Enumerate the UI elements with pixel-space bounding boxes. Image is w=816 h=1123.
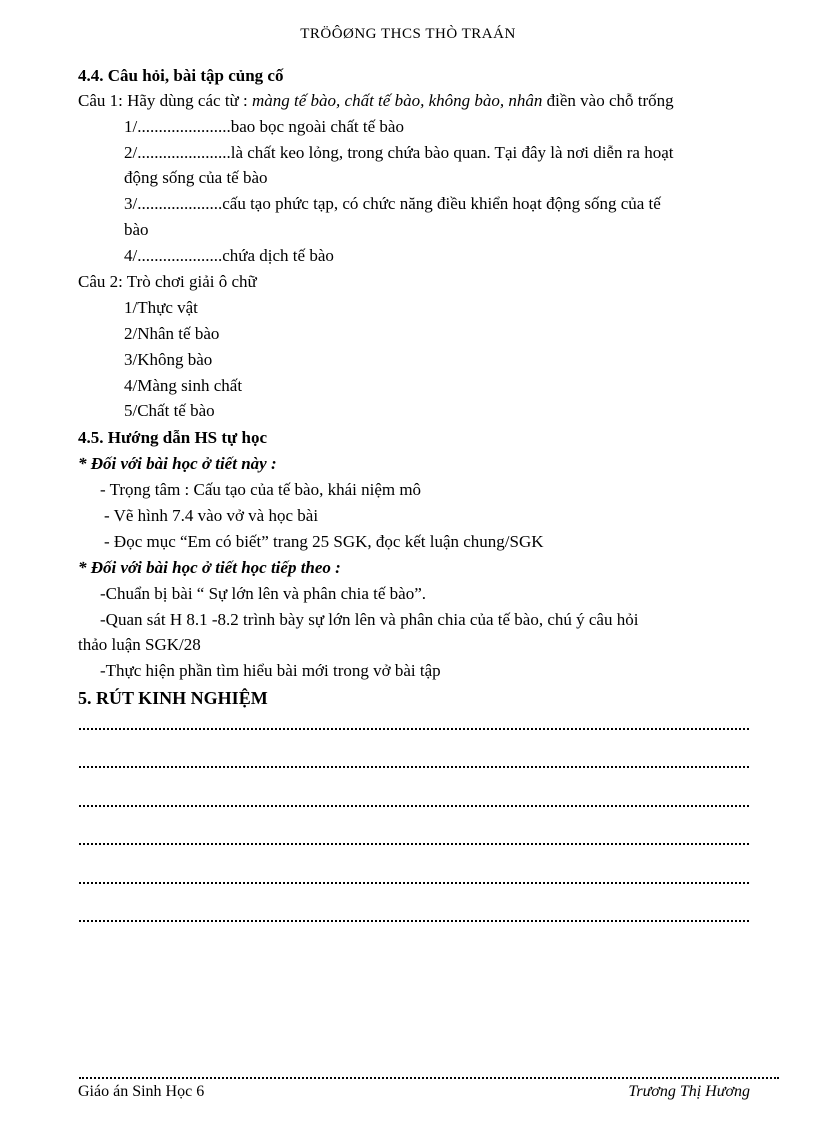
q1-item-number: 4/ xyxy=(124,246,138,265)
next-lesson-item: -Quan sát H 8.1 -8.2 trình bày sự lớn lên và phân chia của tế bào, chú ý câu hỏi xyxy=(100,610,639,629)
blank-line xyxy=(79,920,749,922)
blank-dots: ...................... xyxy=(137,143,231,162)
next-lesson-item-continuation: thảo luận SGK/28 xyxy=(78,635,201,654)
q1-item-1 xyxy=(124,117,404,137)
q1-item-2-continuation: động sống của tế bào xyxy=(124,168,268,187)
q1-item-number: 3/ xyxy=(124,194,138,213)
blank-line xyxy=(79,882,749,884)
current-lesson-label: * Đối với bài học ở tiết này : xyxy=(78,454,277,473)
q1-item-text: bao bọc ngoài chất tế bào xyxy=(230,117,404,136)
section-5-heading: 5. RÚT KINH NGHIỆM xyxy=(78,688,268,708)
current-lesson-item: - Trọng tâm : Cấu tạo của tế bào, khái niệm mô xyxy=(100,480,422,499)
blank-line xyxy=(79,805,749,807)
section-4-5-heading: 4.5. Hướng dẫn HS tự học xyxy=(78,428,267,447)
question-1-terms: màng tế bào, chất tế bào, không bào, nhân xyxy=(251,91,543,110)
blank-line xyxy=(79,728,749,730)
q1-item-text: chứa dịch tế bào xyxy=(222,246,334,265)
next-lesson-label: * Đối với bài học ở tiết học tiếp theo : xyxy=(78,558,341,577)
blank-dots: .................... xyxy=(137,194,223,213)
q1-item-3 xyxy=(124,194,661,214)
q2-item: 5/Chất tế bào xyxy=(124,401,215,420)
next-lesson-item: -Chuẩn bị bài “ Sự lớn lên và phân chia tế bào”. xyxy=(100,584,426,603)
question-2: Câu 2: Trò chơi giải ô chữ xyxy=(78,272,257,291)
current-lesson-item: - Đọc mục “Em có biết” trang 25 SGK, đọc kết luận chung/SGK xyxy=(104,532,544,551)
q1-item-text: là chất keo lỏng, trong chứa bào quan. Tại đây là nơi diễn ra hoạt xyxy=(230,143,674,162)
q1-item-4 xyxy=(124,246,334,266)
q1-item-number: 1/ xyxy=(124,117,138,136)
blank-dots: .................... xyxy=(137,246,223,265)
question-1-suffix: điền vào chỗ trống xyxy=(542,91,674,110)
q2-item: 1/Thực vật xyxy=(124,298,198,317)
q1-item-number: 2/ xyxy=(124,143,138,162)
blank-line xyxy=(79,843,749,845)
footer-author: Trương Thị Hương xyxy=(628,1083,750,1100)
blank-line xyxy=(79,766,749,768)
current-lesson-item: - Vẽ hình 7.4 vào vở và học bài xyxy=(104,506,319,525)
section-4-4-heading: 4.4. Câu hỏi, bài tập củng cố xyxy=(78,66,284,85)
footer-rule xyxy=(79,1077,779,1079)
question-1-prefix: Câu 1: Hãy dùng các từ : xyxy=(78,91,252,110)
q2-item: 2/Nhân tế bào xyxy=(124,324,220,343)
blank-dots: ...................... xyxy=(137,117,231,136)
q2-item: 3/Không bào xyxy=(124,350,213,369)
q2-item: 4/Màng sinh chất xyxy=(124,376,243,395)
page-header: TRÖÔØNG THCS THÒ TRAÁN xyxy=(300,26,516,42)
next-lesson-item: -Thực hiện phần tìm hiểu bài mới trong vở bài tập xyxy=(100,661,441,680)
q1-item-2 xyxy=(124,143,673,163)
question-1 xyxy=(78,91,674,111)
q1-item-3-continuation: bào xyxy=(124,220,149,239)
footer-subject: Giáo án Sinh Học 6 xyxy=(78,1083,205,1100)
q1-item-text: cấu tạo phức tạp, có chức năng điều khiển hoạt động sống của tế xyxy=(222,194,661,213)
